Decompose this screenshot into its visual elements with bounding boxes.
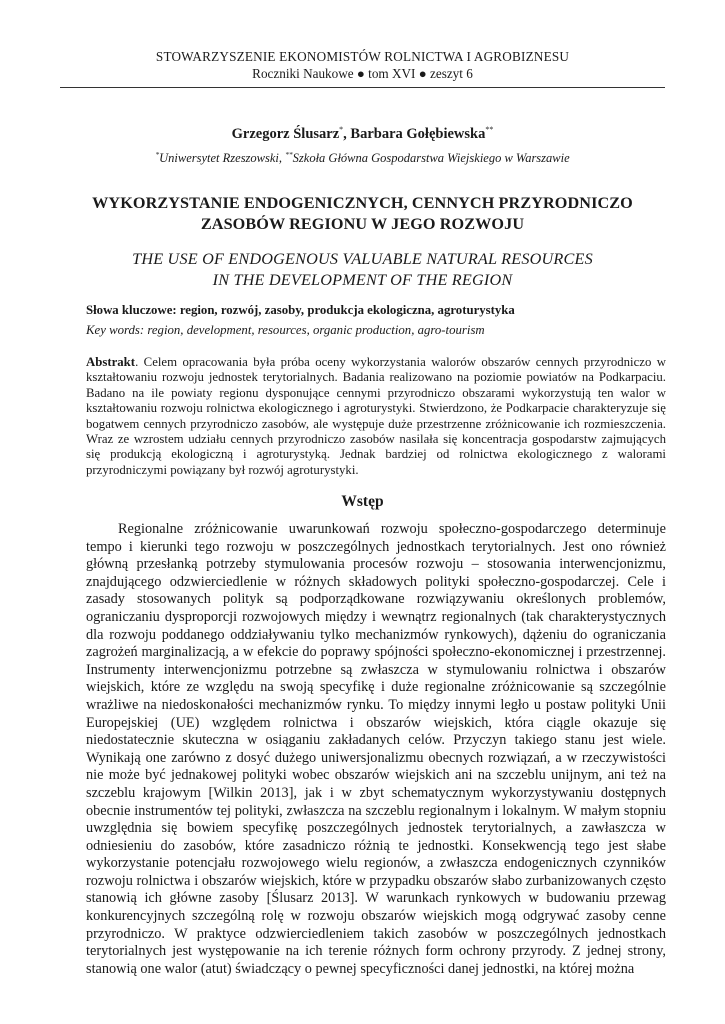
journal-issue: Roczniki Naukowe ● tom XVI ● zeszyt 6 — [252, 66, 473, 81]
title-english-line-1: THE USE OF ENDOGENOUS VALUABLE NATURAL RESOURCES — [132, 250, 593, 268]
keywords-polish: Słowa kluczowe: region, rozwój, zasoby, produkcja ekologiczna, agroturystyka — [86, 303, 515, 317]
title-polish-line-1: WYKORZYSTANIE ENDOGENICZNYCH, CENNYCH PRZYRODNICZO — [92, 194, 633, 212]
abstract-text: . Celem opracowania była próba oceny wykorzystania walorów obszarów cennych przyrodniczo w kształtowaniu rozwoju jednostek terytorialnych. Badania realizowano na poziomie powiatów na Podkarpaciu. Badano na ile powiaty regionu dysponujące cennymi przyrodniczo obszarami wykorzystują ten walor w kształtowaniu rozwoju rolnictwa ekologicznego i agroturystyki. Stwierdzono, że Podkarpacie charakteryzuje się bogatwem cennych przyrodniczo zasobów, ale występuje duże przestrzenne zróżnicowanie ich rozmieszczenia. Wraz ze wzrostem udziału cennych przyrodniczo zasobów nasilała się koncentracja gospodarstw zajmujących się produkcją ekologiczną i agroturystyką. Jednak bardziej od rolnictwa ekologicznego z walorami przyrodniczymi powiązany był rozwój agroturystyki. — [86, 355, 666, 477]
keywords-english: Key words: region, development, resources, organic production, agro-tourism — [86, 323, 485, 337]
publisher-name: STOWARZYSZENIE EKONOMISTÓW ROLNICTWA I AGROBIZNESU — [155, 49, 570, 64]
affiliations — [60, 150, 665, 166]
author-1: Grzegorz Ślusarz — [231, 125, 340, 142]
author-2: Barbara Gołębiewska — [350, 125, 486, 142]
author-2-mark: ** — [485, 125, 494, 134]
affiliation-1: Uniwersytet Rzeszowski, — [159, 151, 286, 166]
header-rule — [60, 87, 665, 88]
affiliation-2-mark: ** — [285, 150, 293, 159]
author-line — [60, 125, 665, 143]
section-heading: Wstęp — [341, 493, 384, 510]
author-1-mark: * — [339, 125, 344, 134]
abstract-label: Abstrakt — [86, 355, 136, 369]
body-paragraph: Regionalne zróżnicowanie uwarunkowań rozwoju społeczno-gospodarczego determinuje tempo i kierunki tego rozwoju w poszczególnych jednostkach terytorialnych. Jest ono również główną przesłanką potrzeby stymulowania procesów rozwoju – stosowania interwencjonizmu, znajdującego odzwierciedlenie w różnych składowych polityki społeczno-gospodarczej. Cele i zasady stosowanych polityk są podporządkowane rozwiązywaniu określonych problemów, ograniczaniu dysproporcji rozwojowych między i wewnątrz regionalnych (tak charakterystycznych dla rozwoju poddanego oddziaływaniu tylko mechanizmów rynkowych), dążeniu do ograniczania zagrożeń marginalizacją, a w efekcie do poprawy spójności społeczno-ekonomicznej i przestrzennej. Instrumenty interwencjonizmu potrzebne są zwłaszcza w stymulowaniu rolnictwa i obszarów wiejskich, które ze względu na swoją specyfikę i duże regionalne zróżnicowanie są szczególnie wrażliwe na niedoskonałości mechanizmów rynku. To między innymi legło u postaw polityki Unii Europejskiej (UE) względem rolnictwa i obszarów wiejskich, która ciągle okazuje się niedostatecznie skuteczna w osiąganiu zakładanych celów. Przyczyn takiego stanu jest wiele. Wynikają one zarówno z dosyć dużego uniwersjonalizmu obecnych rozwiązań, a w rzeczywistości nie może być jednakowej polityki wobec obszarów wiejskich ani na szczeblu unijnym, ani też na szczeblu krajowym [Wilkin 2013], jak i w zbyt schematycznym wykorzystywaniu dostępnych obecnie instrumentów tej polityki, zwłaszcza na szczeblu regionalnym i lokalnym. W małym stopniu uwzględnia się bowiem specyfikę poszczególnych jednostek terytorialnych, a zawłaszcza w odniesieniu do zasobów, które zasadniczo różnią te jednostki. Konsekwencją tego jest słabe wykorzystanie potencjału rozwojowego wielu regionów, a zwłaszcza endogenicznych czynników rozwoju rolnictwa i obszarów wiejskich, które w przypadku obszarów słabo zurbanizowanych często stanowią ich główne zasoby [Ślusarz 2013]. W warunkach rynkowych w budowaniu przewag konkurencyjnych szczególną rolę w rozwoju obszarów wiejskich mogą odgrywać zasoby cenne przyrodniczo. W praktyce odzwierciedleniem takich zasobów w poszczególnych jednostkach terytorialnych jest występowanie na ich terenie różnych form ochrony przyrody. Z jednej strony, stanowią one walor (atut) świadczący o pewnej specyficzności danej jednostki, na której można — [86, 521, 666, 977]
affiliation-2: Szkoła Główna Gospodarstwa Wiejskiego w Warszawie — [292, 151, 570, 166]
abstract — [86, 355, 666, 478]
title-polish — [60, 193, 665, 235]
affiliation-1-mark: * — [155, 150, 160, 159]
journal-header — [60, 48, 665, 82]
title-polish-line-2: ZASOBÓW REGIONU W JEGO ROZWOJU — [200, 215, 525, 233]
body-text — [86, 521, 666, 978]
title-english-line-2: IN THE DEVELOPMENT OF THE REGION — [212, 271, 513, 289]
title-english — [60, 249, 665, 291]
author-separator: , — [343, 125, 347, 142]
